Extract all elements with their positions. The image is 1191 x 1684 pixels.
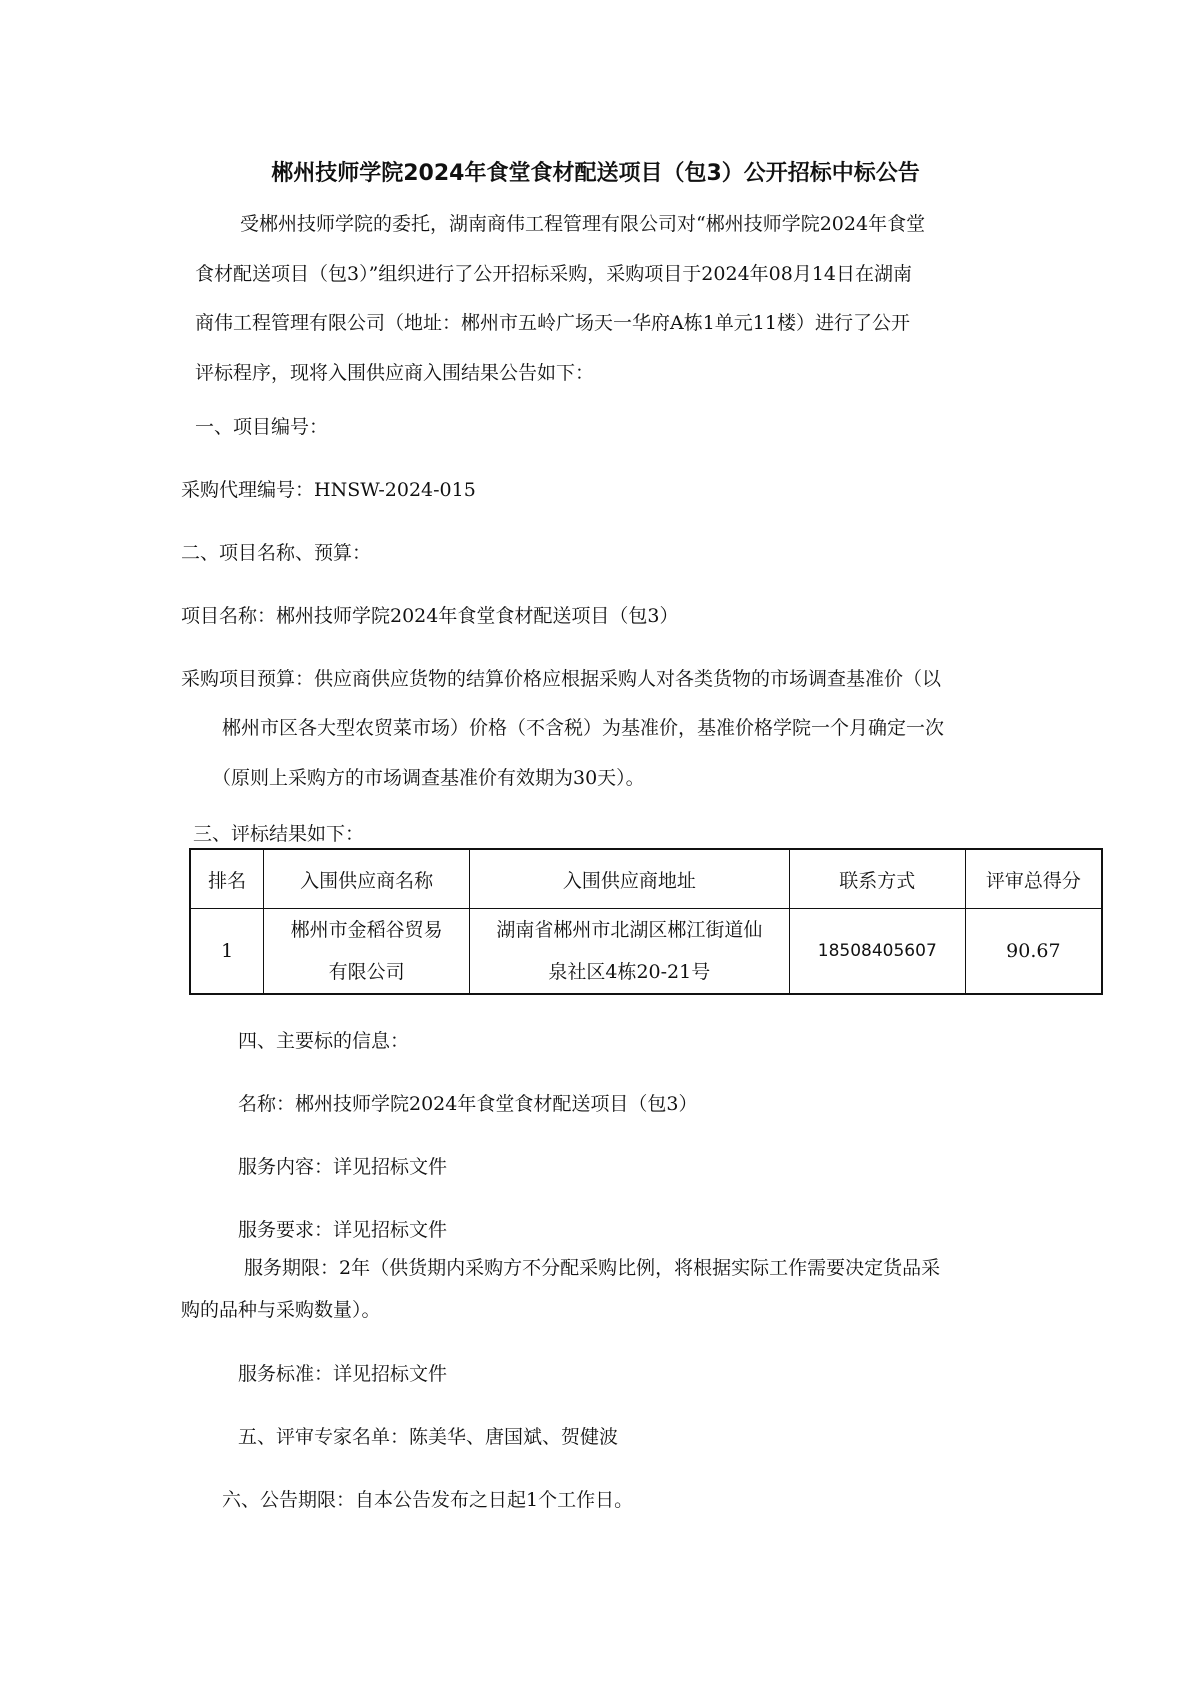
intro-line: 受郴州技师学院的委托，湖南商伟工程管理有限公司对“郴州技师学院2024年食堂 [240, 213, 926, 235]
header-supplier-address: 入围供应商地址 [469, 849, 789, 909]
section2-heading: 二、项目名称、预算： [181, 542, 372, 564]
document-title: 郴州技师学院2024年食堂食材配送项目（包3）公开招标中标公告 [271, 161, 920, 186]
supplier-address-line: 泉社区4栋20-21号 [548, 961, 711, 983]
cell-rank: 1 [190, 909, 264, 995]
service-content: 服务内容：详见招标文件 [238, 1156, 448, 1178]
header-contact: 联系方式 [789, 849, 965, 909]
intro-line: 商伟工程管理有限公司（地址：郴州市五岭广场天一华府A栋1单元11楼）进行了公开 [195, 312, 910, 334]
cell-score: 90.67 [965, 909, 1102, 995]
supplier-address-line: 湖南省郴州市北湖区郴江街道仙 [496, 919, 763, 941]
intro-line: 评标程序，现将入围供应商入围结果公告如下： [195, 362, 595, 384]
header-rank: 排名 [190, 849, 264, 909]
service-period-line: 服务期限：2年（供货期内采购方不分配采购比例，将根据实际工作需要决定货品采 [244, 1257, 941, 1279]
evaluation-result-table [189, 848, 1103, 995]
budget-line: 采购项目预算：供应商供应货物的结算价格应根据采购人对各类货物的市场调查基准价（以 [181, 668, 942, 690]
procurement-code: 采购代理编号：HNSW-2024-015 [181, 479, 476, 501]
service-standard: 服务标准：详见招标文件 [238, 1363, 448, 1385]
table-row [190, 909, 1102, 995]
subject-name: 名称：郴州技师学院2024年食堂食材配送项目（包3） [238, 1093, 698, 1115]
header-score: 评审总得分 [965, 849, 1102, 909]
section1-heading: 一、项目编号： [195, 416, 329, 438]
supplier-name-line: 有限公司 [328, 961, 405, 983]
section3-heading: 三、评标结果如下： [193, 823, 365, 845]
cell-contact: 18508405607 [789, 909, 965, 995]
supplier-name-line: 郴州市金稻谷贸易 [290, 919, 443, 941]
header-supplier-name: 入围供应商名称 [264, 849, 469, 909]
budget-line: 郴州市区各大型农贸菜市场）价格（不含税）为基准价，基准价格学院一个月确定一次 [222, 717, 945, 739]
section4-heading: 四、主要标的信息： [238, 1030, 410, 1052]
intro-line: 食材配送项目（包3）”组织进行了公开招标采购，采购项目于2024年08月14日在湖南 [195, 263, 913, 285]
expert-list: 五、评审专家名单：陈美华、唐国斌、贺健波 [238, 1426, 619, 1448]
budget-line: （原则上采购方的市场调查基准价有效期为30天）。 [212, 767, 645, 789]
service-period-line: 购的品种与采购数量）。 [181, 1299, 381, 1321]
notice-period: 六、公告期限：自本公告发布之日起1个工作日。 [222, 1489, 634, 1511]
table-header-row [190, 849, 1102, 909]
service-requirement: 服务要求：详见招标文件 [238, 1219, 448, 1241]
cell-supplier-name [264, 909, 469, 995]
project-name: 项目名称：郴州技师学院2024年食堂食材配送项目（包3） [181, 605, 679, 627]
cell-supplier-address [469, 909, 789, 995]
